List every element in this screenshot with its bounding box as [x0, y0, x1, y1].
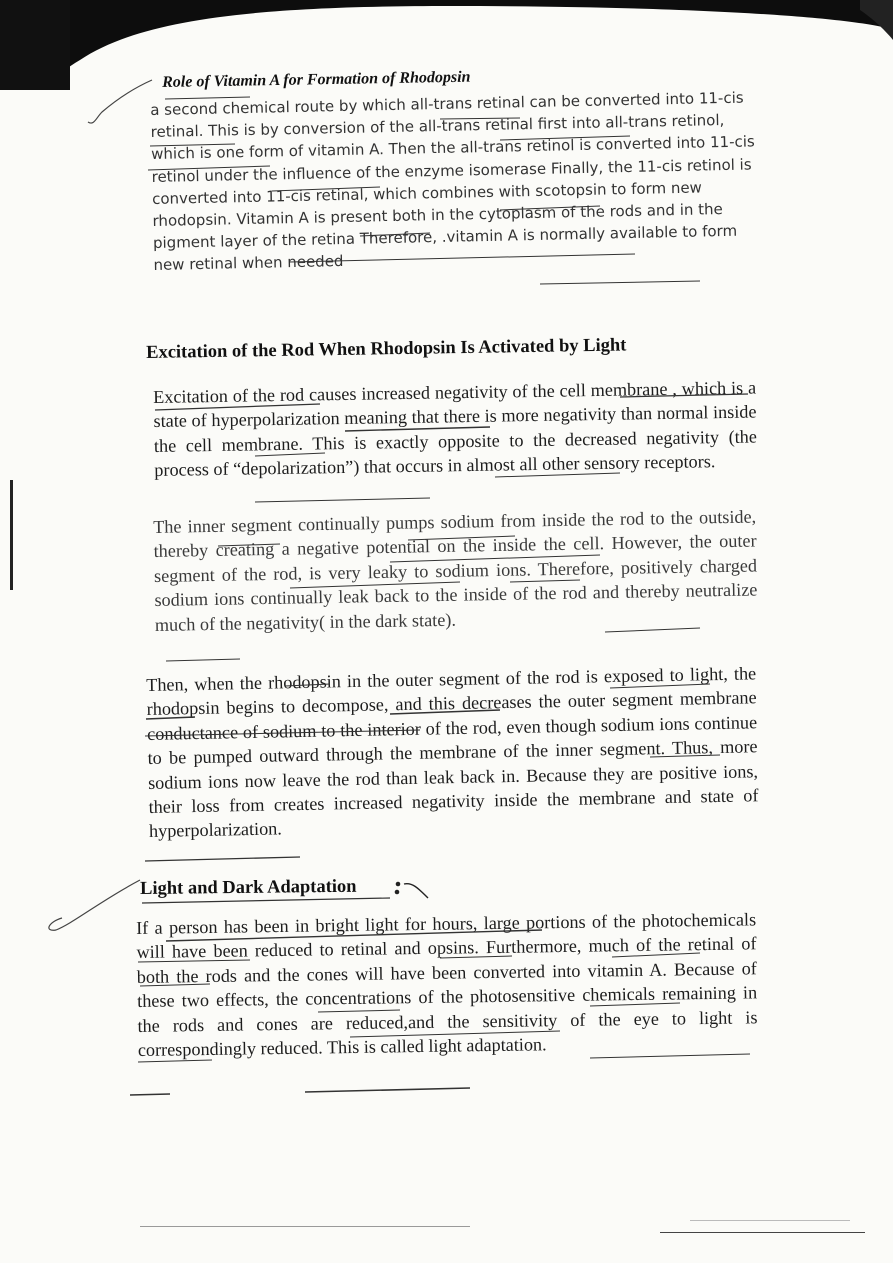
- paragraph-vitamin-a: a second chemical route by which all-trans retinal can be converted into 11-cis retinal. This is by conversion of the all-trans retinal first into all-trans retinol, which is one form of vitamin A. Then the all-trans retinol is converted into 11-cis retinol under the influence of the enzyme isomerase Finally, the 11-cis retinol is converted into 11-cis retinal, which combines with scotopsin to form new rhodopsin. Vitamin A is present both in the cytoplasm of the rods and in the pigment layer of the retina Therefore, .vitamin A is normally available to form new retinal when needed: [150, 88, 755, 275]
- heading-vitamin-a: Role of Vitamin A for Formation of Rhodopsin: [162, 68, 471, 91]
- heading-rod-excitation: Excitation of the Rod When Rhodopsin Is Activated by Light: [146, 335, 627, 363]
- bottom-rule-right: [660, 1232, 865, 1233]
- bottom-rule-right-2: [690, 1220, 850, 1221]
- bottom-rule-left: [140, 1226, 470, 1227]
- paragraph-rod-excitation-1: Excitation of the rod causes increased negativity of the cell membrane , which is a state of hyperpolarization meaning that there is more negativity than normal inside the cell membrane. This is exactly opposite to the decreased negativity (the process of “depolarization”) that occurs in almost all other sensory receptors.: [153, 377, 758, 481]
- heading-adaptation: Light and Dark Adaptation: [140, 876, 357, 899]
- paragraph-rod-excitation-2: The inner segment continually pumps sodium from inside the rod to the outside, thereby creating a negative potential on the inside the cell. However, the outer segment of the rod, is very leaky to sodium ions. Therefore, positively charged sodium ions continually leak back to the inside of the rod and thereby neutralize much of the negativity( in the dark state).: [153, 506, 758, 635]
- paragraph-rod-excitation-3: Then, when the rhodopsin in the outer segment of the rod is exposed to light, the rhodopsin begins to decompose, and this decreases the outer segment membrane conductance of sodium to the interior of the rod, even though sodium ions continue to be pumped outward through the membrane of the inner segment. Thus, more sodium ions now leave the rod than leak back in. Because they are positive ions, their loss from creates increased negativity inside the membrane and state of hyperpolarization.: [146, 663, 759, 842]
- paragraph-adaptation: If a person has been in bright light for hours, large portions of the photochemicals will have been reduced to retinal and opsins. Furthermore, much of the retinal of both the rods and the cones will have been converted into vitamin A. Because of these two effects, the concentrations of the photosensitive chemicals remaining in the rods and cones are reduced,and the sensitivity of the eye to light is correspondingly reduced. This is called light adaptation.: [136, 909, 758, 1061]
